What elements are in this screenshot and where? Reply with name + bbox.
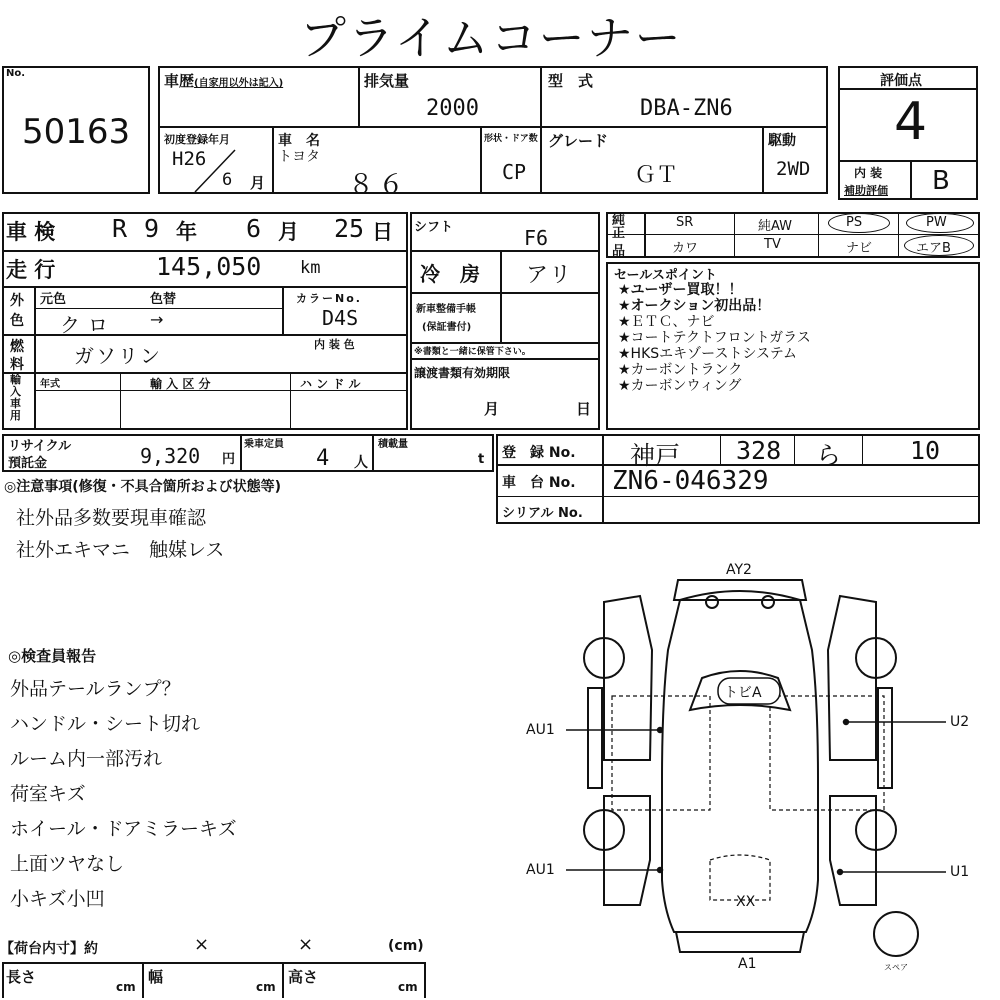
caution-line-1: 社外品多数要現車確認 — [16, 507, 207, 529]
registration-class: 328 — [736, 436, 782, 465]
displacement-value: 2000 — [426, 96, 479, 121]
diagram-label-xx: XX — [736, 894, 756, 910]
caution-label: ◎注意事項(修復・不具合箇所および状態等) — [4, 479, 282, 495]
inspection-era: R — [112, 214, 128, 243]
first-reg-slash — [190, 148, 240, 194]
drive-label: 駆動 — [768, 133, 796, 149]
history-label — [164, 70, 283, 91]
inspector-line-7: 小キズ小凹 — [10, 888, 105, 910]
first-reg-year: H26 — [172, 148, 207, 170]
displacement-label: 排気量 — [364, 72, 410, 90]
transfer-day-unit: 日 — [576, 400, 592, 418]
chassis-value: ZN6-046329 — [612, 466, 769, 496]
chassis-label: 車 台 No. — [502, 475, 576, 491]
changed-color-value: → — [150, 310, 164, 329]
transfer-label: 譲渡書類有効期限 — [414, 366, 511, 380]
inspection-day: 25 — [334, 214, 365, 243]
lot-number: 50163 — [22, 112, 131, 152]
interior-color-label: 内 装 色 — [314, 338, 355, 351]
load-unit: t — [478, 452, 485, 467]
diagram-label-roof: トビA — [724, 685, 762, 701]
fuel-side-1: 燃 — [10, 339, 24, 355]
inspector-report-label: ◎検査員報告 — [8, 647, 97, 665]
car-name-label: 車 名 — [278, 133, 320, 149]
caution-line-2: 社外エキマニ 触媒レス — [16, 539, 225, 561]
history-note: (自家用以外は記入) — [194, 78, 284, 89]
body-label: 形状・ドア数 — [484, 134, 538, 144]
fuel-value: ガソリン — [74, 344, 162, 368]
first-reg-month: 6 — [222, 170, 233, 190]
registration-region: 神戸 — [630, 441, 681, 470]
sales-point-label: セールスポイント — [614, 268, 717, 283]
maint-note: ※書類と一緒に保管下さい。 — [414, 347, 531, 357]
interior-score-value: B — [932, 166, 950, 196]
registration-kana: ら — [816, 441, 842, 470]
equip-tv: TV — [764, 237, 781, 252]
diagram-label-a1: A1 — [738, 956, 757, 972]
color-no-label: カラーNo. — [296, 292, 362, 305]
interior-score-label-1: 内 装 — [854, 166, 883, 180]
cargo-table — [2, 962, 426, 998]
orig-color-label: 元色 — [40, 292, 67, 307]
diagram-label-au1-bottom: AU1 — [526, 862, 555, 878]
diagram-label-u2: U2 — [950, 714, 970, 730]
fuel-side-2: 料 — [10, 357, 24, 373]
cargo-unit: (cm) — [388, 938, 424, 954]
cargo-x1: × — [194, 934, 210, 955]
equip-leather: カワ — [672, 241, 699, 256]
sales-point-5: ★HKSエキゾーストシステム — [618, 346, 798, 362]
serial-label: シリアル No. — [502, 506, 583, 521]
car-maker: トヨタ — [278, 149, 320, 165]
orig-color-value: クロ — [60, 313, 116, 337]
exterior-side-2: 色 — [10, 313, 24, 329]
equip-airbag: エアB — [916, 241, 951, 256]
cargo-height-unit: cm — [398, 980, 418, 994]
grade-label: グレード — [548, 132, 609, 150]
equipment-side-2: 品 — [612, 244, 626, 259]
equip-aw: 純AW — [758, 219, 793, 234]
sales-point-1: ★ユーザー買取！！ — [618, 282, 743, 298]
interior-score-label-2: 補助評価 — [844, 184, 888, 197]
grade-value: ＧＴ — [634, 163, 679, 188]
history-label-text: 車歴 — [164, 72, 195, 90]
body-value: CP — [502, 160, 527, 184]
cargo-width-unit: cm — [256, 980, 276, 994]
sales-point-7: ★カーボンウィング — [618, 378, 742, 394]
registration-number: 10 — [910, 436, 941, 465]
inspector-line-6: 上面ツヤなし — [10, 853, 125, 875]
capacity-label: 乗車定員 — [244, 439, 284, 450]
sales-point-3: ★ＥＴＣ、ナビ — [618, 314, 715, 330]
maint-label-1: 新車整備手帳 — [416, 304, 476, 315]
equip-sr: SR — [676, 215, 694, 230]
recycle-unit: 円 — [222, 452, 236, 467]
inspector-line-4: 荷室キズ — [10, 783, 86, 805]
recycle-label-1: リサイクル — [8, 439, 72, 454]
shift-label: シフト — [414, 220, 454, 235]
cargo-label: 【荷台内寸】約 — [0, 941, 98, 957]
inspector-line-3: ルーム内一部汚れ — [10, 748, 163, 770]
registration-label: 登 録 No. — [502, 445, 576, 461]
aircon-value: アリ — [526, 263, 574, 288]
diagram-label-ay2: AY2 — [726, 562, 752, 578]
sales-point-4: ★コートテクトフロントガラス — [618, 330, 811, 346]
inspection-month: 6 — [246, 214, 262, 243]
load-label: 積載量 — [378, 439, 408, 450]
maint-label-2: (保証書付) — [422, 322, 472, 333]
drive-value: 2WD — [776, 158, 811, 180]
model-label: 型 式 — [548, 72, 594, 90]
page-title: プライムコーナー — [300, 11, 683, 65]
score-value: 4 — [894, 92, 928, 152]
mileage-label: 走 行 — [6, 258, 56, 282]
recycle-label-2: 預託金 — [8, 456, 48, 471]
inspection-label: 車 検 — [6, 220, 56, 244]
equip-ps: PS — [846, 215, 863, 230]
equipment-side-1: 純正 — [612, 213, 626, 241]
cargo-length-unit: cm — [116, 980, 136, 994]
score-label: 評価点 — [880, 73, 922, 89]
mileage-value: 145,050 — [156, 252, 262, 281]
inspection-day-unit: 日 — [372, 220, 393, 244]
car-damage-diagram — [500, 560, 980, 1000]
inspector-line-1: 外品テールランプ？ — [10, 678, 181, 700]
sales-point-6: ★カーボントランク — [618, 362, 743, 378]
exterior-side-1: 外 — [10, 293, 24, 309]
first-reg-label: 初度登録年月 — [164, 133, 230, 146]
transfer-month-unit: 月 — [484, 400, 500, 418]
diagram-label-spare: スペア — [884, 963, 908, 972]
inspection-year-unit: 年 — [176, 220, 197, 244]
cargo-width-label: 幅 — [148, 968, 164, 986]
inspector-line-2: ハンドル・シート切れ — [10, 713, 201, 735]
first-reg-month-unit: 月 — [250, 174, 266, 192]
recycle-value: 9,320 — [140, 444, 201, 468]
model-value: DBA-ZN6 — [640, 96, 733, 121]
sales-point-2: ★オークション初出品！ — [618, 298, 771, 314]
equip-navi: ナビ — [846, 241, 873, 256]
shift-value: F6 — [524, 226, 549, 250]
import-side-label: 輸入車用 — [10, 373, 21, 422]
inspection-month-unit: 月 — [278, 220, 299, 244]
capacity-unit: 人 — [354, 455, 368, 471]
cargo-length-label: 長さ — [6, 968, 37, 986]
cargo-x2: × — [298, 934, 314, 955]
mileage-unit: km — [300, 258, 321, 278]
car-name: ８６ — [348, 170, 409, 200]
diagram-label-u1: U1 — [950, 864, 970, 880]
inspection-year: 9 — [144, 214, 160, 243]
inspector-line-5: ホイール・ドアミラーキズ — [10, 818, 237, 840]
lot-no-label: No. — [6, 68, 26, 79]
import-handle-label: ハ ン ド ル — [300, 377, 361, 391]
equip-pw: PW — [926, 215, 947, 230]
import-year-label: 年式 — [40, 379, 60, 390]
import-type-label: 輸 入 区 分 — [150, 377, 211, 391]
cargo-height-label: 高さ — [288, 968, 319, 986]
diagram-label-au1-top: AU1 — [526, 722, 555, 738]
color-no-value: D4S — [322, 306, 359, 330]
changed-color-label: 色替 — [150, 292, 177, 307]
aircon-label: 冷 房 — [420, 262, 480, 286]
capacity-value: 4 — [316, 446, 330, 471]
